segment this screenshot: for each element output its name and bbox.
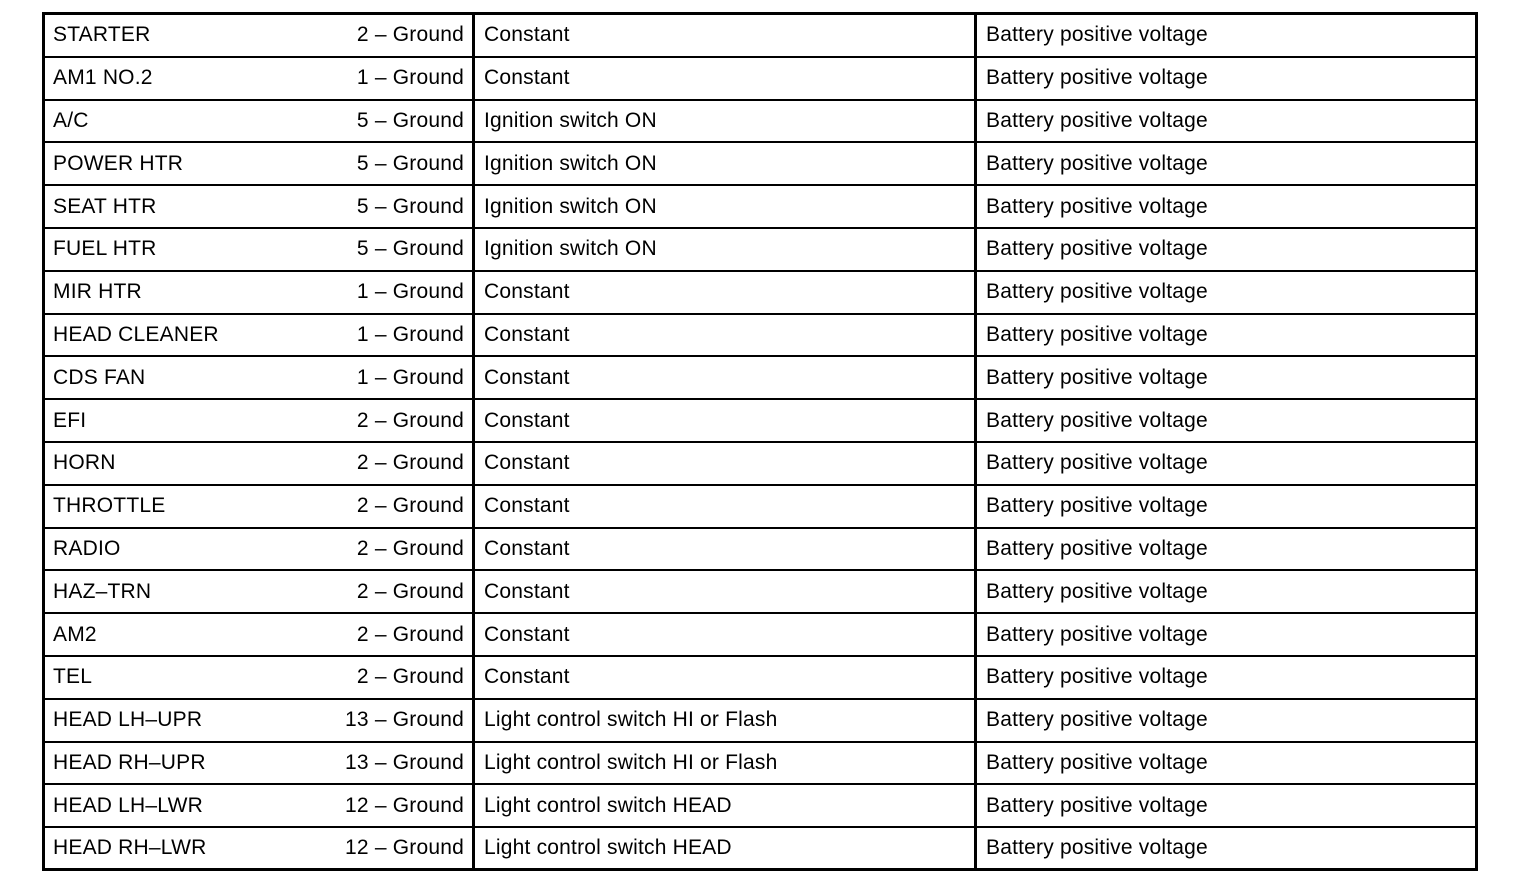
circuit-name: TEL xyxy=(53,665,93,689)
circuit-name: HEAD LH–LWR xyxy=(53,793,204,817)
terminal-connection: 5 – Ground xyxy=(356,237,464,261)
table-row xyxy=(45,15,1478,58)
name-terminal-cell xyxy=(45,657,475,700)
name-terminal-cell xyxy=(45,614,475,657)
table-row xyxy=(45,101,1478,144)
table-row xyxy=(45,785,1478,828)
name-terminal-cell xyxy=(45,272,475,315)
circuit-name: HORN xyxy=(53,451,116,475)
circuit-name: AM2 xyxy=(53,622,97,646)
specified-condition-cell: Battery positive voltage xyxy=(977,143,1478,186)
specified-condition-cell: Battery positive voltage xyxy=(977,357,1478,400)
name-terminal-cell xyxy=(45,101,475,144)
circuit-name: SEAT HTR xyxy=(53,194,157,218)
terminal-connection: 2 – Ground xyxy=(356,408,464,432)
condition-cell: Ignition switch ON xyxy=(475,143,977,186)
condition-cell: Light control switch HEAD xyxy=(475,828,977,871)
table-row xyxy=(45,357,1478,400)
terminal-connection: 1 – Ground xyxy=(356,280,464,304)
specified-condition-cell: Battery positive voltage xyxy=(977,828,1478,871)
terminal-connection: 2 – Ground xyxy=(356,622,464,646)
condition-cell: Light control switch HEAD xyxy=(475,785,977,828)
table-row xyxy=(45,143,1478,186)
condition-cell: Constant xyxy=(475,15,977,58)
specified-condition-cell: Battery positive voltage xyxy=(977,486,1478,529)
condition-cell: Constant xyxy=(475,272,977,315)
circuit-name: RADIO xyxy=(53,536,121,560)
condition-cell: Constant xyxy=(475,400,977,443)
circuit-name: EFI xyxy=(53,408,87,432)
name-terminal-cell xyxy=(45,15,475,58)
name-terminal-cell xyxy=(45,400,475,443)
circuit-name: HEAD CLEANER xyxy=(53,322,219,346)
table-row xyxy=(45,229,1478,272)
circuit-name: HEAD RH–LWR xyxy=(53,836,207,860)
name-terminal-cell xyxy=(45,315,475,358)
name-terminal-cell xyxy=(45,186,475,229)
table-row xyxy=(45,743,1478,786)
table-row xyxy=(45,272,1478,315)
terminal-connection: 1 – Ground xyxy=(356,322,464,346)
table-row xyxy=(45,400,1478,443)
name-terminal-cell xyxy=(45,58,475,101)
specified-condition-cell: Battery positive voltage xyxy=(977,571,1478,614)
circuit-name: POWER HTR xyxy=(53,151,184,175)
circuit-name: CDS FAN xyxy=(53,365,146,389)
circuit-name: AM1 NO.2 xyxy=(53,66,153,90)
condition-cell: Constant xyxy=(475,315,977,358)
specified-condition-cell: Battery positive voltage xyxy=(977,272,1478,315)
name-terminal-cell xyxy=(45,828,475,871)
table-row xyxy=(45,58,1478,101)
table-row xyxy=(45,486,1478,529)
name-terminal-cell xyxy=(45,700,475,743)
terminal-connection: 1 – Ground xyxy=(356,66,464,90)
specified-condition-cell: Battery positive voltage xyxy=(977,529,1478,572)
specified-condition-cell: Battery positive voltage xyxy=(977,743,1478,786)
name-terminal-cell xyxy=(45,529,475,572)
terminal-connection: 2 – Ground xyxy=(356,536,464,560)
table-row xyxy=(45,700,1478,743)
name-terminal-cell xyxy=(45,486,475,529)
terminal-connection: 2 – Ground xyxy=(356,665,464,689)
specified-condition-cell: Battery positive voltage xyxy=(977,400,1478,443)
circuit-name: A/C xyxy=(53,108,89,132)
terminal-connection: 5 – Ground xyxy=(356,151,464,175)
condition-cell: Constant xyxy=(475,614,977,657)
terminal-connection: 13 – Ground xyxy=(345,750,464,774)
name-terminal-cell xyxy=(45,743,475,786)
condition-cell: Ignition switch ON xyxy=(475,229,977,272)
specified-condition-cell: Battery positive voltage xyxy=(977,657,1478,700)
condition-cell: Constant xyxy=(475,357,977,400)
name-terminal-cell xyxy=(45,143,475,186)
terminal-connection: 2 – Ground xyxy=(356,494,464,518)
circuit-name: HEAD LH–UPR xyxy=(53,708,203,732)
table-row xyxy=(45,529,1478,572)
circuit-name: THROTTLE xyxy=(53,494,166,518)
terminal-connection: 5 – Ground xyxy=(356,194,464,218)
circuit-name: FUEL HTR xyxy=(53,237,157,261)
terminal-connection: 1 – Ground xyxy=(356,365,464,389)
name-terminal-cell xyxy=(45,443,475,486)
condition-cell: Constant xyxy=(475,657,977,700)
terminal-connection: 12 – Ground xyxy=(345,793,464,817)
terminal-connection: 2 – Ground xyxy=(356,579,464,603)
terminal-connection: 2 – Ground xyxy=(356,23,464,47)
condition-cell: Ignition switch ON xyxy=(475,101,977,144)
condition-cell: Constant xyxy=(475,58,977,101)
terminal-connection: 5 – Ground xyxy=(356,108,464,132)
condition-cell: Constant xyxy=(475,443,977,486)
circuit-name: STARTER xyxy=(53,23,151,47)
table-row xyxy=(45,443,1478,486)
voltage-check-table xyxy=(42,12,1478,871)
specified-condition-cell: Battery positive voltage xyxy=(977,186,1478,229)
specified-condition-cell: Battery positive voltage xyxy=(977,15,1478,58)
table-row xyxy=(45,571,1478,614)
specified-condition-cell: Battery positive voltage xyxy=(977,785,1478,828)
specified-condition-cell: Battery positive voltage xyxy=(977,315,1478,358)
specified-condition-cell: Battery positive voltage xyxy=(977,700,1478,743)
terminal-connection: 13 – Ground xyxy=(345,708,464,732)
specified-condition-cell: Battery positive voltage xyxy=(977,101,1478,144)
name-terminal-cell xyxy=(45,785,475,828)
terminal-connection: 12 – Ground xyxy=(345,836,464,860)
table-row xyxy=(45,614,1478,657)
name-terminal-cell xyxy=(45,229,475,272)
condition-cell: Ignition switch ON xyxy=(475,186,977,229)
name-terminal-cell xyxy=(45,571,475,614)
circuit-name: HAZ–TRN xyxy=(53,579,152,603)
specified-condition-cell: Battery positive voltage xyxy=(977,58,1478,101)
terminal-connection: 2 – Ground xyxy=(356,451,464,475)
table-row xyxy=(45,315,1478,358)
table-row xyxy=(45,828,1478,871)
condition-cell: Light control switch HI or Flash xyxy=(475,700,977,743)
condition-cell: Constant xyxy=(475,529,977,572)
condition-cell: Light control switch HI or Flash xyxy=(475,743,977,786)
condition-cell: Constant xyxy=(475,571,977,614)
circuit-name: MIR HTR xyxy=(53,280,142,304)
name-terminal-cell xyxy=(45,357,475,400)
specified-condition-cell: Battery positive voltage xyxy=(977,443,1478,486)
specified-condition-cell: Battery positive voltage xyxy=(977,229,1478,272)
table-row xyxy=(45,657,1478,700)
specified-condition-cell: Battery positive voltage xyxy=(977,614,1478,657)
table-row xyxy=(45,186,1478,229)
circuit-name: HEAD RH–UPR xyxy=(53,750,206,774)
condition-cell: Constant xyxy=(475,486,977,529)
